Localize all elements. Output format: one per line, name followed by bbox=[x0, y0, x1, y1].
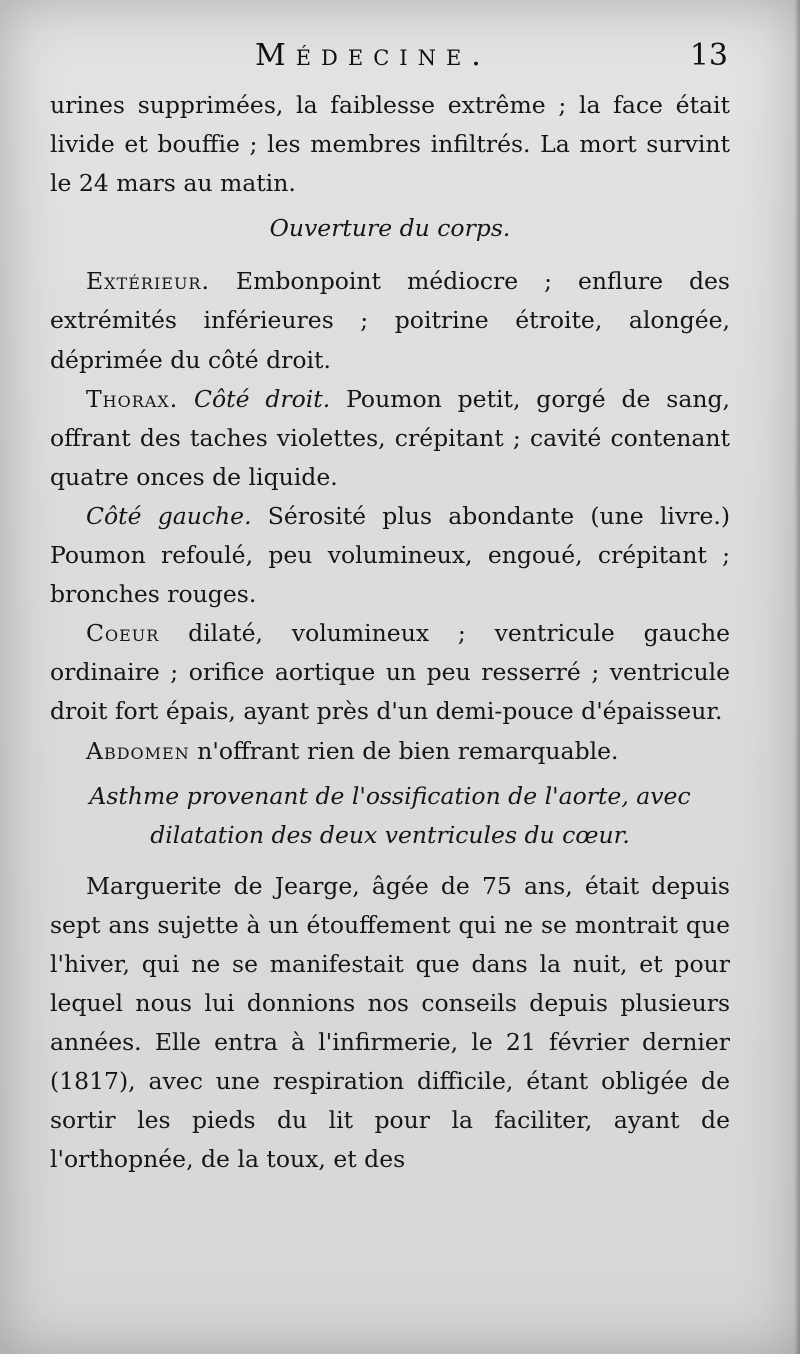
paragraph-heart bbox=[50, 614, 730, 731]
case-title-line-1: Asthme provenant de l'ossification de l'aorte, avec bbox=[89, 781, 691, 810]
section-heading-autopsy: Ouverture du corps. bbox=[269, 214, 511, 243]
label-exterior: Extérieur. bbox=[86, 267, 210, 296]
label-thorax: Thorax. bbox=[86, 384, 179, 413]
page-body bbox=[50, 86, 730, 1179]
page-number: 13 bbox=[689, 38, 728, 73]
paragraph-case-history: Marguerite de Jearge, âgée de 75 ans, était depuis sept ans sujette à un étouffement qui ne se montrait que l'hiver, qui ne se manifestait que dans la nuit, et pour lequel nous lui donnions nos conseils depuis plusieurs années. Elle entra à l'infirmerie, le 21 février dernier (1817), avec une respiration difficile, étant obligée de sortir les pieds du lit pour la faciliter, ayant de l'orthopnée, de la toux, et des bbox=[50, 871, 730, 1174]
label-heart: Coeur bbox=[86, 619, 160, 648]
label-left-side: Côté gauche. bbox=[86, 501, 252, 530]
text-thorax: Poumon petit, gorgé de sang, offrant des taches violettes, crépitant ; cavité contenant quatre onces de liquide. bbox=[50, 384, 730, 491]
text-heart: dilaté, volumineux ; ventricule gauche ordinaire ; orifice aortique un peu resserré ; ventricule droit fort épais, ayant près d'un demi-pouce d'épaisseur. bbox=[50, 619, 730, 726]
paragraph-continuation: urines supprimées, la faiblesse extrême ; la face était livide et bouffie ; les membres infiltrés. La mort survint le 24 mars au matin. bbox=[50, 91, 730, 198]
label-abdomen: Abdomen bbox=[86, 736, 190, 765]
case-title bbox=[50, 777, 730, 855]
paragraph-abdomen bbox=[50, 732, 730, 771]
text-exterior: Embonpoint médiocre ; enflure des extrémités inférieures ; poitrine étroite, alongée, déprimée du côté droit. bbox=[50, 267, 730, 374]
paragraph-exterior bbox=[50, 262, 730, 379]
case-title-line-2: dilatation des deux ventricules du cœur. bbox=[150, 820, 630, 849]
label-right-side: Côté droit. bbox=[178, 384, 331, 413]
paragraph-thorax bbox=[50, 380, 730, 497]
page-edge-shadow bbox=[794, 0, 800, 1354]
paragraph-left-side bbox=[50, 497, 730, 614]
text-left-side: Sérosité plus abondante (une livre.) Poumon refoulé, peu volumineux, engoué, crépitant ; bronches rouges. bbox=[50, 501, 731, 609]
text-abdomen: n'offrant rien de bien remarquable. bbox=[189, 736, 619, 765]
running-title: Médecine. bbox=[255, 38, 491, 73]
